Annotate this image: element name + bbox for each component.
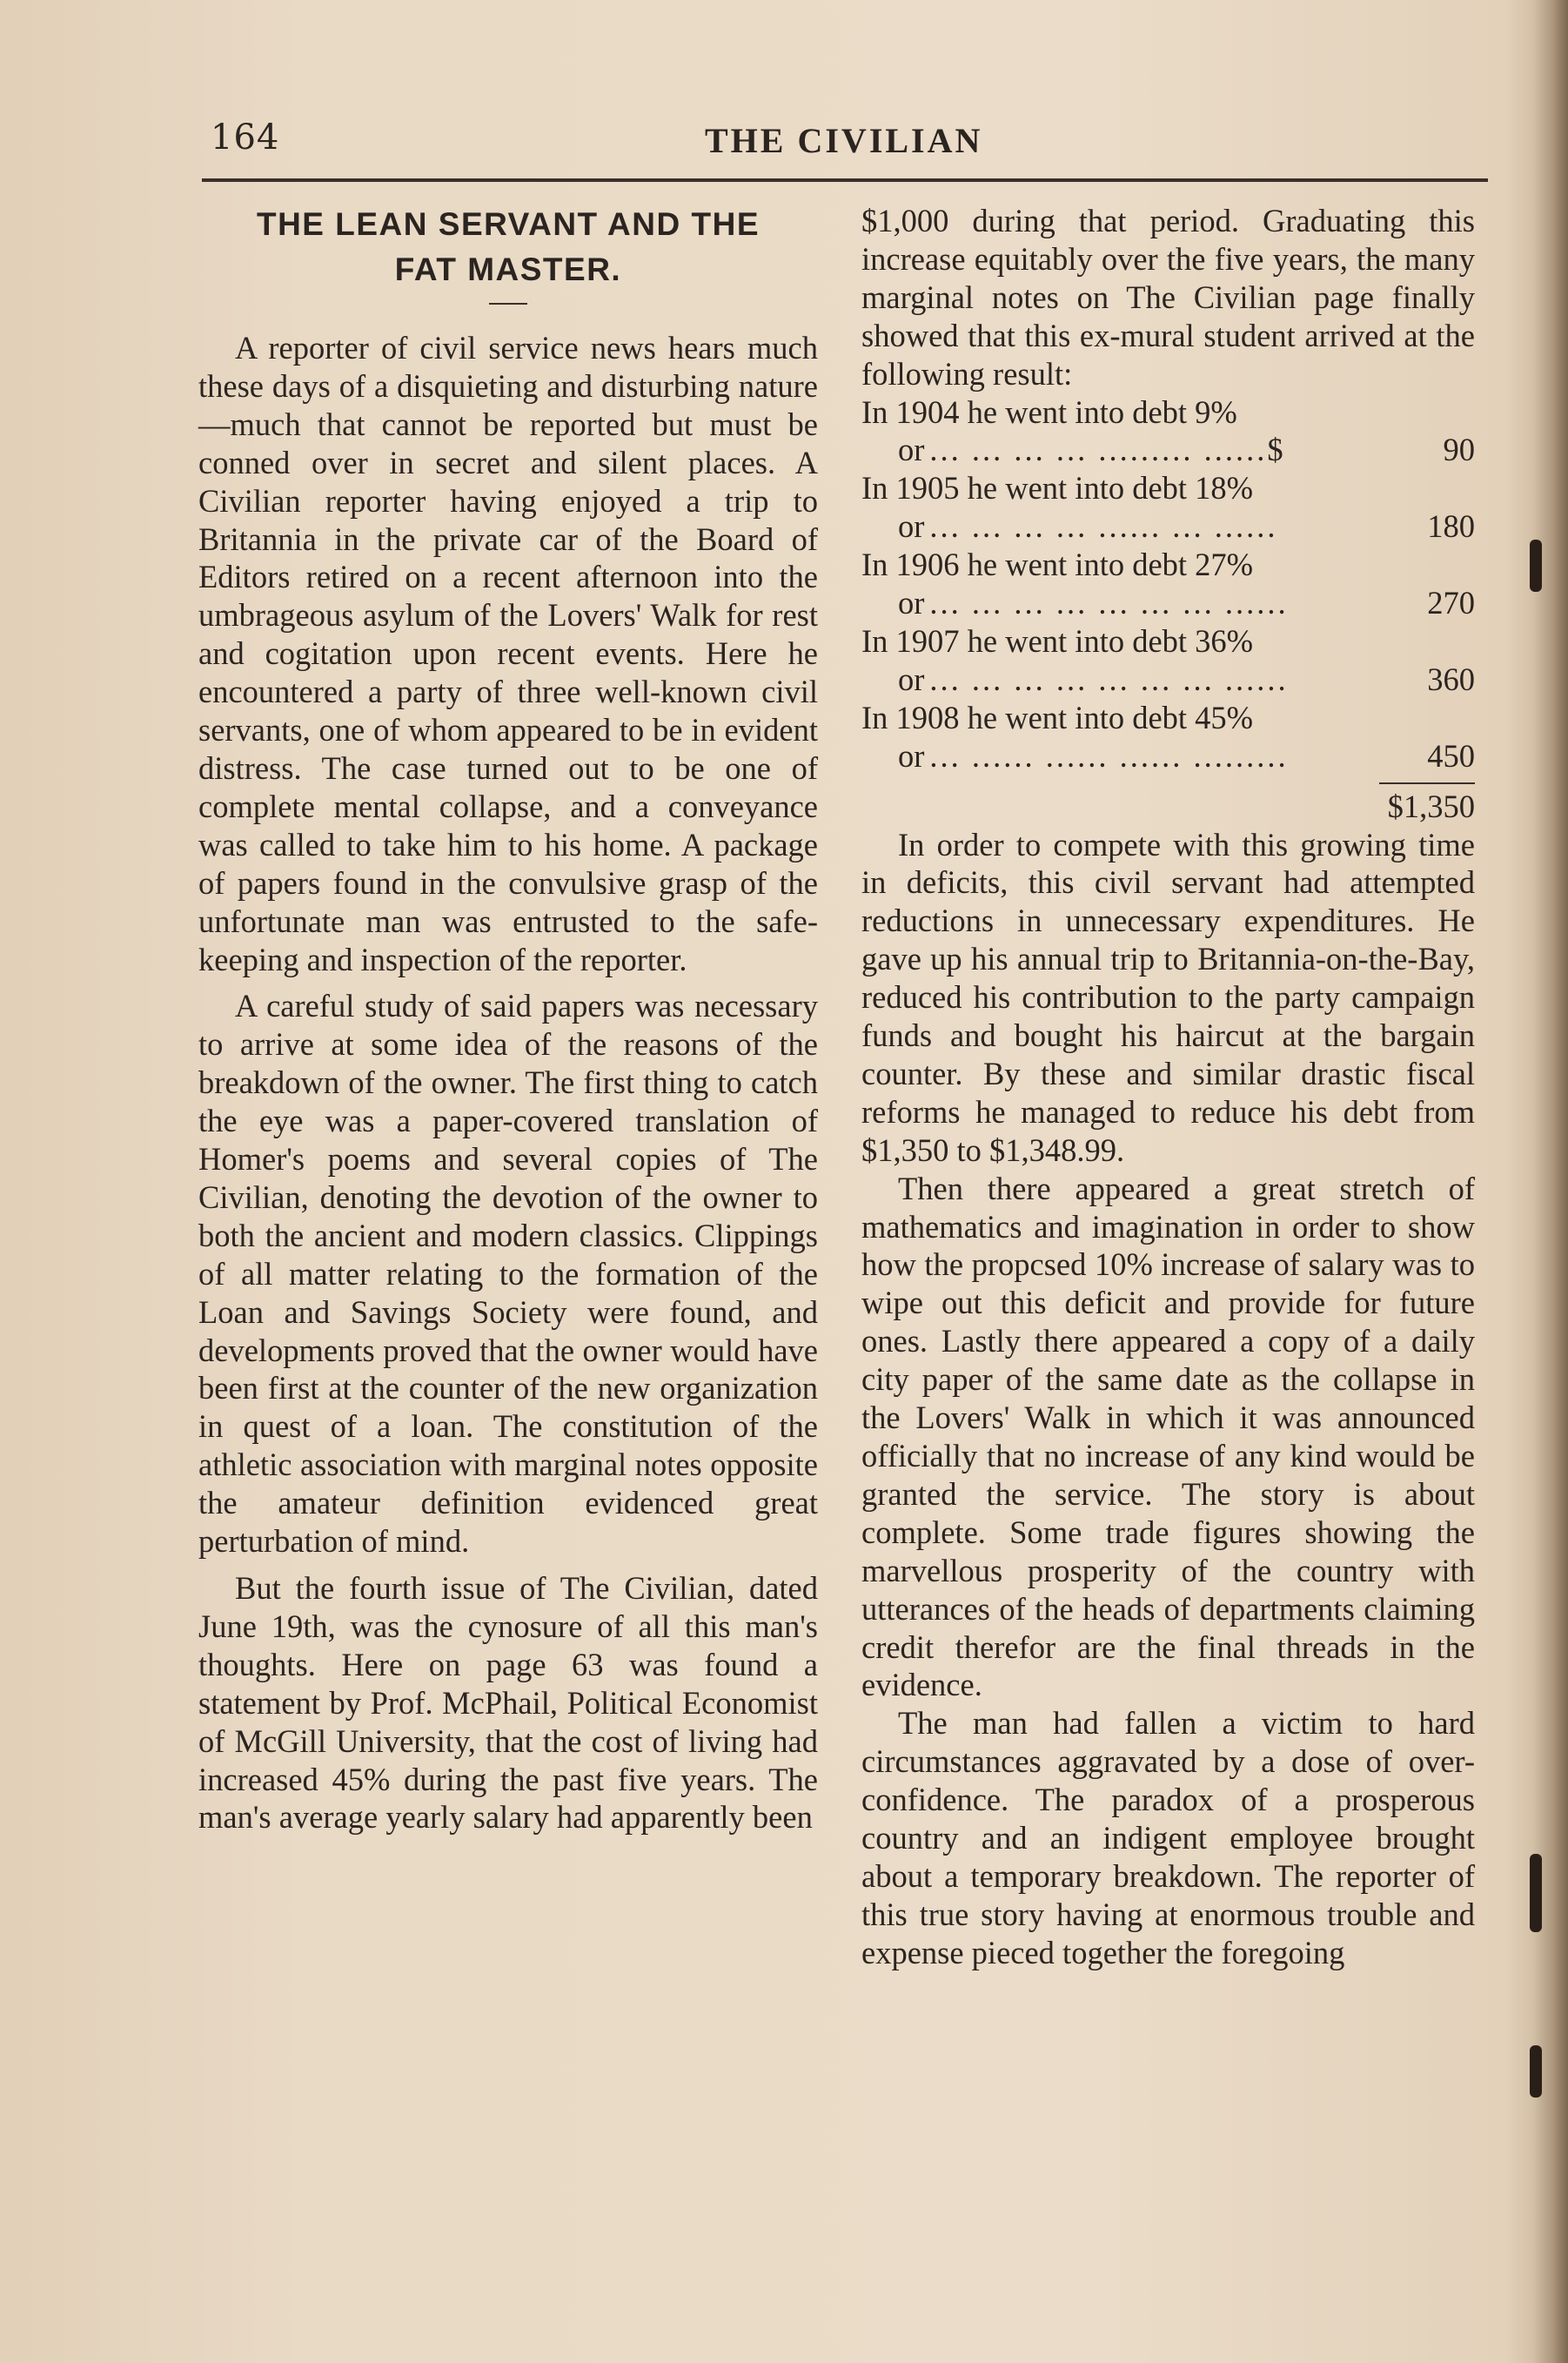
paragraph: A reporter of civil service news hears much these days of a disquieting and disturbing nature—much that cannot be reported but must be conned over in secret and silent places. A Civilian reporter having enjoyed a trip to Britannia in the private car of the Board of Editors retired on a recent afternoon into the umbrageous asylum of the Lovers' Walk for rest and cogitation upon recent events. Here he encountered a party of three well-known civil servants, one of whom appeared to be in evident distress. The case turned out to be one of complete mental collapse, and a conveyance was called to take him to his home. A package of papers found in the convulsive grasp of the unfortunate man was entrusted to the safe-keeping and inspection of the reporter.: [198, 330, 818, 977]
ledger-amount-line: [861, 661, 1475, 699]
ledger-year-line: In 1905 he went into debt 18%: [861, 470, 1254, 507]
ledger-amount: 180: [1427, 508, 1475, 545]
right-column: [861, 202, 1475, 1972]
ledger-amount-line: [861, 584, 1475, 622]
header-rule: [202, 178, 1488, 182]
paragraph: But the fourth issue of The Civilian, dated June 19th, was the cynosure of all this man's thoughts. Here on page 63 was found a statement by Prof. McPhail, Political Economist of McGill University, that the cost of living had increased 45% during the past five years. The man's average yearly salary had apparently been: [198, 1570, 818, 1836]
headline-divider: [489, 303, 527, 305]
paragraph: Then there appeared a great stretch of mathematics and imagination in order to show how the propcsed 10% increase of salary was to wipe out this deficit and provide for future ones. Lastly there appeared a copy of a daily city paper of the same date as the collapse in the Lovers' Walk in which it was announced officially that no increase of any kind would be granted the service. The story is about complete. Some trade figures showing the marvellous prosperity of the country with utterances of the heads of departments claiming credit therefor are the final threads in the evidence.: [861, 1170, 1475, 1703]
ledger-year-line: In 1907 he went into debt 36%: [861, 622, 1254, 659]
margin-mark: [1530, 2045, 1542, 2098]
binding-shadow: [1533, 0, 1568, 2363]
paragraph: $1,000 during that period. Graduating this increase equitably over the five years, the many marginal notes on The Civilian page finally showed that this ex-mural student arrived at the following result:: [861, 203, 1475, 392]
margin-mark: [1530, 540, 1542, 592]
ledger-year-line: In 1908 he went into debt 45%: [861, 699, 1254, 735]
ledger-year-line: In 1904 he went into debt 9%: [861, 393, 1237, 430]
ledger-or: or: [898, 432, 925, 468]
debt-ledger: [861, 393, 1475, 775]
ledger-amount: 360: [1427, 661, 1475, 697]
article-headline: [198, 202, 818, 292]
ledger-or: or: [898, 508, 925, 545]
page-header: [200, 113, 1488, 165]
ledger-total: $1,350: [1387, 788, 1475, 824]
ledger-amount-line: [861, 737, 1475, 775]
ledger-year-line: In 1906 he went into debt 27%: [861, 547, 1254, 583]
ledger-leader-dots: ... ... ... ... ... ... ... ......: [929, 585, 1289, 621]
ledger-or: or: [898, 585, 925, 621]
headline-line-2: FAT MASTER.: [394, 252, 622, 287]
running-title: THE CIVILIAN: [705, 121, 983, 160]
margin-mark: [1530, 1854, 1542, 1932]
paragraph: A careful study of said papers was necessary to arrive at some idea of the reasons of the breakdown of the owner. The first thing to catch the eye was a paper-covered translation of Homer's poems and several copies of The Civilian, denoting the devotion of the owner to both the ancient and modern classics. Clippings of all matter relating to the formation of the Loan and Savings Society were found, and developments proved that the owner would have been first at the counter of the new organization in quest of a loan. The constitution of the athletic association with marginal notes opposite the amateur definition evidenced great perturbation of mind.: [198, 988, 818, 1560]
paragraph: The man had fallen a victim to hard circumstances aggravated by a dose of over-confidence. The paradox of a prosperous country and an indigent employee brought about a temporary breakdown. The reporter of this true story having at enormous trouble and expense pieced together the foregoing: [861, 1705, 1475, 1970]
total-rule: [1379, 782, 1475, 784]
page-number: 164: [211, 117, 280, 158]
ledger-leader-dots: ... ... ... ... ... ... ... ......: [929, 661, 1289, 697]
ledger-leader-dots: ... ... ... ... ......... ......$: [929, 432, 1286, 468]
ledger-or: or: [898, 737, 925, 774]
paragraph: In order to compete with this growing time in deficits, this civil servant had attempted reductions in unnecessary expenditures. He gave up his annual trip to Britannia-on-the-Bay, reduced his contribution to the party campaign funds and bought his haircut at the bargain counter. By these and similar drastic fiscal reforms he managed to reduce his debt from $1,350 to $1,348.99.: [861, 826, 1475, 1168]
ledger-amount: 450: [1427, 737, 1475, 774]
ledger-or: or: [898, 661, 925, 697]
ledger-amount: 90: [1443, 432, 1475, 468]
left-column: [198, 202, 818, 1836]
ledger-amount: 270: [1427, 585, 1475, 621]
ledger-amount-line: [861, 507, 1475, 546]
ledger-leader-dots: ... ... ... ... ...... ... ......: [929, 508, 1278, 545]
ledger-amount-line: [861, 431, 1475, 469]
ledger-leader-dots: ... ...... ...... ...... .........: [929, 737, 1289, 774]
headline-line-1: THE LEAN SERVANT AND THE: [256, 206, 760, 242]
